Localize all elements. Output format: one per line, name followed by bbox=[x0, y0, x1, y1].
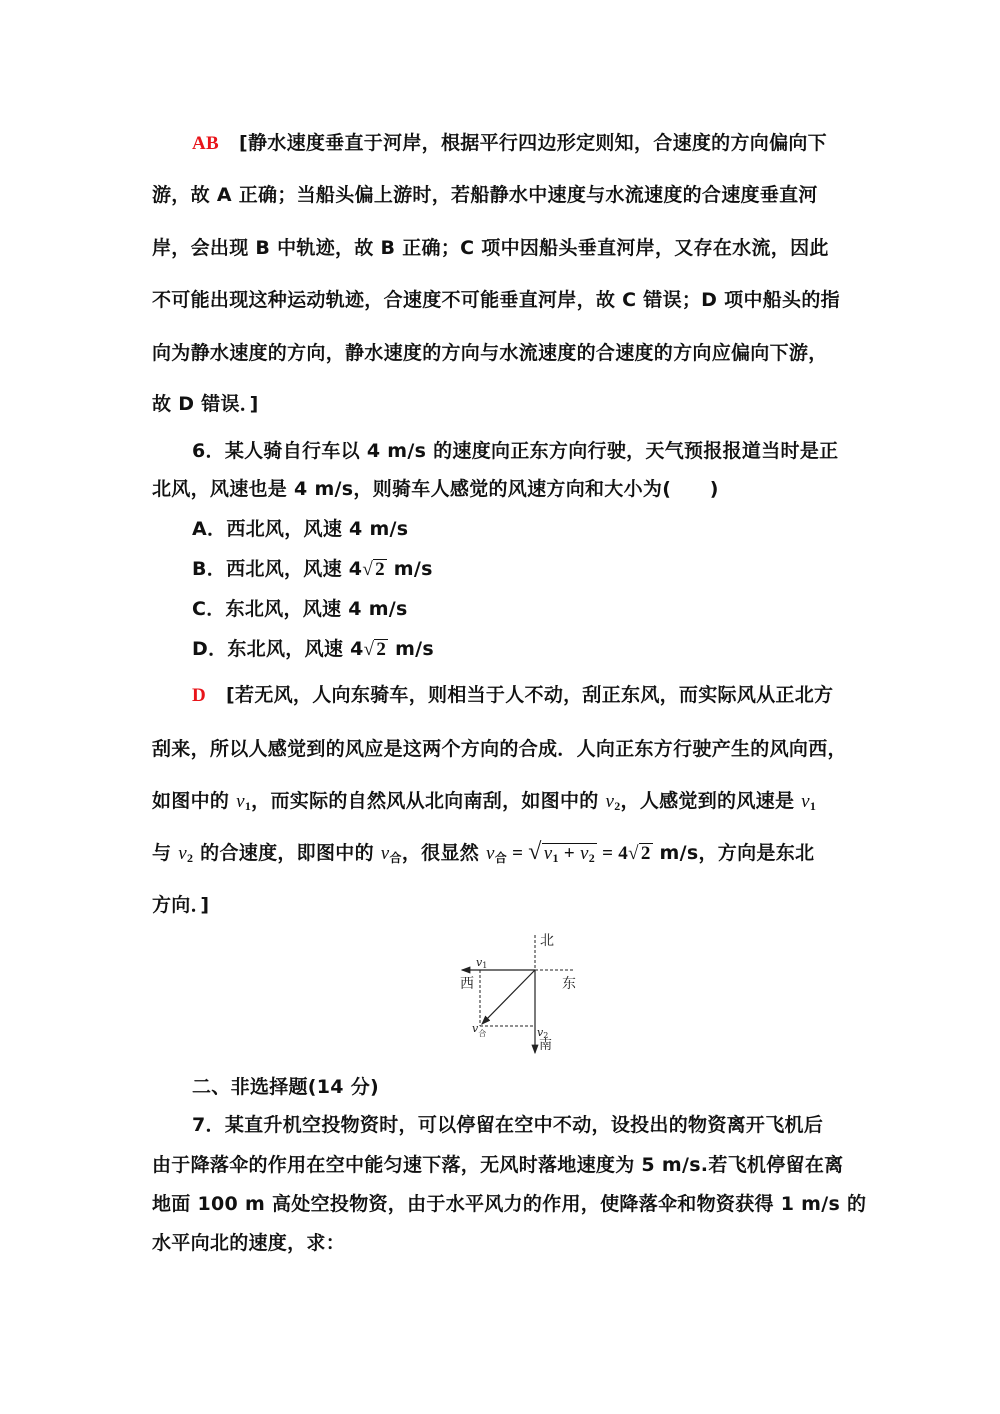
option-d-unit: m/s bbox=[388, 638, 435, 660]
text-segment: 的合速度，即图中的 bbox=[193, 842, 381, 864]
var-v1: v bbox=[236, 791, 245, 812]
var-v1: v bbox=[543, 843, 553, 864]
answer-5-line-4: 不可能出现这种运动轨迹，合速度不可能垂直河岸，故 C 错误；D 项中船头的指 bbox=[152, 289, 840, 311]
label-south: 南 bbox=[539, 1038, 553, 1053]
option-b-text: 西北风，风速 4 bbox=[226, 558, 363, 580]
answer-6-line-5: 方向．] bbox=[152, 894, 210, 916]
option-c-text: 东北风，风速 4 m/s bbox=[225, 598, 408, 620]
var-v2: v bbox=[580, 843, 589, 864]
equals: = bbox=[507, 843, 529, 864]
text-segment: ，而实际的自然风从北向南刮，如图中的 bbox=[251, 790, 606, 812]
sub-2: 2 bbox=[186, 851, 194, 865]
option-d-label: D． bbox=[192, 638, 228, 660]
text-segment: ，很显然 bbox=[401, 842, 486, 864]
answer-6-line-4 bbox=[152, 838, 852, 866]
question-7-line-1: 7．某直升机空投物资时，可以停留在空中不动，设投出的物资离开飞机后 bbox=[192, 1114, 824, 1136]
question-7-line-3: 地面 100 m 高处空投物资，由于水平风力的作用，使降落伞和物资获得 1 m/s 的 bbox=[152, 1193, 867, 1215]
label-east: 东 bbox=[562, 976, 576, 992]
sqrt-sign: √ bbox=[363, 639, 375, 660]
sub-1: 1 bbox=[244, 799, 252, 813]
vhe-sub: 合 bbox=[478, 1029, 487, 1038]
sub-2: 2 bbox=[614, 799, 621, 813]
answer-5-line-6: 故 D 错误．] bbox=[152, 393, 259, 415]
v2-sub: 2 bbox=[543, 1031, 549, 1040]
v2-letter: v bbox=[537, 1026, 544, 1039]
vhe-letter: v bbox=[472, 1022, 479, 1035]
sqrt-sign: √ bbox=[362, 559, 374, 580]
var-vhe: v bbox=[485, 843, 495, 864]
option-d-radicand: 2 bbox=[376, 639, 387, 660]
option-c-label: C． bbox=[192, 598, 226, 620]
label-west: 西 bbox=[460, 976, 474, 992]
question-7-line-2: 由于降落伞的作用在空中能匀速下落，无风时落地速度为 5 m/s.若飞机停留在离 bbox=[152, 1154, 844, 1176]
option-c bbox=[192, 594, 892, 621]
option-d bbox=[192, 634, 892, 661]
sqrt-sign: √ bbox=[628, 843, 639, 864]
label-v1 bbox=[476, 956, 487, 970]
answer-6-text: [若无风，人向东骑车，则相当于人不动，刮正东风，而实际风从正北方 bbox=[226, 684, 834, 706]
option-a bbox=[192, 514, 892, 541]
answer-6-line-3 bbox=[152, 786, 852, 814]
wind-vector-diagram bbox=[440, 925, 590, 1060]
label-north: 北 bbox=[540, 933, 554, 949]
label-v2 bbox=[537, 1026, 548, 1040]
answer-6-line-2: 刮来，所以人感觉到的风应是这两个方向的合成．人向正东方行驶产生的风向西， bbox=[152, 738, 847, 760]
var-vhe: v bbox=[380, 843, 390, 864]
option-b bbox=[192, 554, 892, 581]
option-b-label: B． bbox=[192, 558, 227, 580]
option-d-text: 东北风，风速 4 bbox=[227, 638, 364, 660]
question-7-line-4: 水平向北的速度，求： bbox=[152, 1232, 346, 1254]
v1-letter: v bbox=[476, 956, 483, 969]
answer-6-label: D bbox=[192, 685, 207, 706]
answer-5-line-5: 向为静水速度的方向，静水速度的方向与水流速度的合速度的方向应偏向下游， bbox=[152, 342, 828, 364]
text-segment: ，人感觉到的风速是 bbox=[620, 790, 802, 812]
answer-5-text: [静水速度垂直于河岸，根据平行四边形定则知，合速度的方向偏向下 bbox=[239, 132, 827, 154]
sub-2: 2 bbox=[588, 851, 596, 865]
sub-1: 1 bbox=[552, 851, 559, 865]
sub-1: 1 bbox=[809, 799, 817, 813]
var-v2: v bbox=[178, 843, 187, 864]
label-v-he bbox=[472, 1022, 486, 1038]
result: = 4 bbox=[597, 843, 629, 864]
section-2-title: 二、非选择题(14 分) bbox=[192, 1076, 380, 1098]
answer-5-label: AB bbox=[192, 133, 219, 154]
answer-5-line-2: 游，故 A 正确；当船头偏上游时，若船静水中速度与水流速度的合速度垂直河 bbox=[152, 184, 818, 206]
text-segment: m/s，方向是东北 bbox=[652, 842, 815, 864]
var-v2: v bbox=[605, 791, 615, 812]
var-v1: v bbox=[801, 791, 810, 812]
radicand: 2 bbox=[640, 843, 651, 864]
answer-5-line-1 bbox=[192, 128, 892, 155]
v1-sub: 1 bbox=[482, 961, 488, 970]
sub-he: 合 bbox=[494, 851, 508, 865]
v-he-arrow bbox=[482, 970, 535, 1024]
text-segment: 与 bbox=[152, 842, 179, 864]
answer-6-line-1 bbox=[192, 680, 892, 707]
plus: + bbox=[558, 843, 581, 864]
option-a-label: A． bbox=[192, 518, 227, 540]
answer-5-line-3: 岸，会出现 B 中轨迹，故 B 正确；C 项中因船头垂直河岸，又存在水流，因此 bbox=[152, 237, 829, 259]
option-b-unit: m/s bbox=[386, 558, 433, 580]
option-a-text: 西北风，风速 4 m/s bbox=[226, 518, 409, 540]
text-segment: 如图中的 bbox=[152, 790, 237, 812]
radicand bbox=[542, 843, 597, 864]
option-b-radicand: 2 bbox=[375, 559, 385, 580]
sub-he: 合 bbox=[389, 851, 402, 865]
sqrt-sign: √ bbox=[528, 839, 542, 865]
question-6-line-2: 北风，风速也是 4 m/s，则骑车人感觉的风速方向和大小为( ) bbox=[152, 478, 719, 500]
question-6-line-1: 6．某人骑自行车以 4 m/s 的速度向正东方向行驶，天气预报报道当时是正 bbox=[192, 440, 839, 462]
